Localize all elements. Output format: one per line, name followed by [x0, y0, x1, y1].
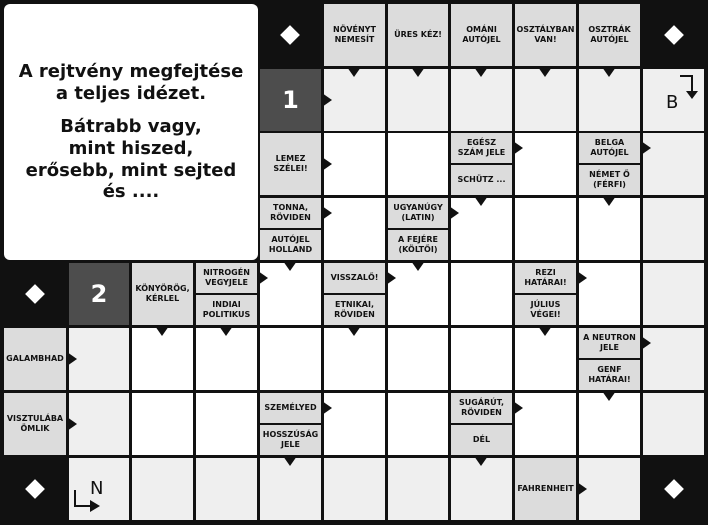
clue-cell	[260, 393, 321, 455]
right-arrow-icon	[322, 93, 332, 107]
diamond-icon	[664, 25, 684, 45]
clue-text: LEMEZ SZÉLEI!	[273, 153, 308, 173]
down-arrow-icon	[283, 261, 297, 271]
clue-text: UGYANÚGY (LATIN)	[393, 202, 443, 222]
down-arrow-icon	[411, 67, 425, 77]
answer-cell[interactable]	[324, 393, 385, 455]
answer-cell[interactable]	[196, 458, 257, 520]
down-arrow-icon	[602, 67, 616, 77]
answer-cell[interactable]	[451, 263, 512, 325]
down-arrow-icon	[474, 456, 488, 466]
intro-line: a teljes idézet.	[55, 82, 207, 104]
clue-text: NITROGÉN VEGYJELE	[203, 267, 250, 287]
answer-cell[interactable]	[515, 393, 576, 455]
answer-cell[interactable]	[260, 458, 321, 520]
right-arrow-icon	[577, 482, 587, 496]
clue-text: AUTÓJEL HOLLAND	[268, 234, 313, 254]
answer-cell[interactable]	[515, 133, 576, 195]
down-arrow-icon	[283, 456, 297, 466]
clue-cell	[4, 393, 66, 455]
intro-panel	[4, 4, 258, 260]
diamond-icon	[280, 25, 300, 45]
answer-cell[interactable]	[196, 328, 257, 390]
answer-cell[interactable]	[515, 198, 576, 260]
right-arrow-icon	[67, 417, 77, 431]
clue-cell	[515, 4, 576, 66]
clue-cell	[451, 4, 512, 66]
clue-text: NÖVÉNYT NEMESÍT	[333, 24, 376, 44]
answer-cell[interactable]	[132, 393, 193, 455]
answer-cell[interactable]	[69, 328, 129, 390]
answer-cell[interactable]	[388, 458, 448, 520]
down-arrow-icon	[538, 67, 552, 77]
answer-cell[interactable]	[388, 133, 448, 195]
answer-cell[interactable]	[579, 198, 640, 260]
answer-cell[interactable]	[132, 458, 193, 520]
clue-text: ÜRES KÉZ!	[394, 29, 442, 39]
number-label: 1	[282, 86, 299, 114]
number-label: 2	[90, 280, 108, 308]
clue-text: OSZTÁLYBAN VAN!	[516, 24, 575, 44]
clue-text: SUGÁRÚT, RÖVIDEN	[458, 397, 505, 417]
down-arrow-icon	[602, 391, 616, 401]
clue-cell	[515, 458, 576, 520]
clue-text: VISZTULÁBA ÖMLIK	[6, 413, 64, 433]
down-arrow-icon	[347, 67, 361, 77]
solution-letter-b: B	[666, 92, 679, 113]
answer-cell[interactable]	[451, 458, 512, 520]
clue-cell	[196, 263, 257, 325]
clue-cell	[260, 133, 321, 195]
clue-cell	[260, 198, 321, 260]
corner-arrow-icon	[678, 73, 702, 101]
clue-text: EGÉSZ SZÁM JELE	[457, 137, 506, 157]
answer-cell[interactable]	[388, 393, 448, 455]
answer-cell[interactable]	[260, 328, 321, 390]
clue-text: TONNA, RÖVIDEN	[270, 202, 311, 222]
right-arrow-icon	[322, 157, 332, 171]
answer-cell[interactable]	[579, 458, 640, 520]
number-cell	[69, 263, 129, 325]
corner-arrow-icon	[72, 488, 102, 514]
clue-cell	[388, 4, 448, 66]
answer-cell[interactable]	[69, 393, 129, 455]
answer-cell[interactable]	[643, 198, 704, 260]
right-arrow-icon	[513, 401, 523, 415]
clue-text: OMÁNI AUTÓJEL	[462, 24, 501, 44]
clue-cell	[324, 4, 385, 66]
clue-cell	[388, 198, 448, 260]
answer-cell[interactable]	[324, 458, 385, 520]
clue-cell	[451, 133, 512, 195]
down-arrow-icon	[602, 196, 616, 206]
down-arrow-icon	[155, 326, 169, 336]
clue-text: NÉMET Ő (FÉRFI)	[589, 169, 630, 189]
right-arrow-icon	[322, 401, 332, 415]
answer-cell[interactable]	[260, 263, 321, 325]
clue-text: SZEMÉLYED	[264, 402, 317, 412]
answer-cell[interactable]	[132, 328, 193, 390]
right-arrow-icon	[641, 336, 651, 350]
answer-cell[interactable]	[579, 393, 640, 455]
clue-cell	[324, 263, 385, 325]
clue-cell	[579, 133, 640, 195]
intro-line: Bátrabb vagy,	[60, 116, 202, 138]
clue-text: A NEUTRON JELE	[583, 332, 636, 352]
intro-line: és ....	[102, 181, 160, 203]
clue-text: GENF HATÁRAI!	[588, 364, 631, 384]
answer-cell[interactable]	[324, 69, 385, 131]
intro-line: A rejtvény megfejtése	[18, 61, 244, 83]
diamond-icon	[25, 479, 45, 499]
answer-cell[interactable]	[451, 328, 512, 390]
right-arrow-icon	[322, 206, 332, 220]
answer-cell[interactable]	[388, 328, 448, 390]
down-arrow-icon	[538, 326, 552, 336]
right-arrow-icon	[449, 206, 459, 220]
solution-letter-n: N	[90, 478, 104, 499]
clue-text: FAHRENHEIT	[517, 483, 574, 493]
down-arrow-icon	[474, 67, 488, 77]
right-arrow-icon	[258, 271, 268, 285]
clue-text: KÖNYÖRÖG, KÉRLEL	[135, 283, 190, 303]
clue-text: JÚLIUS VÉGEI!	[530, 299, 561, 319]
clue-text: VISSZALŐ!	[330, 272, 379, 282]
answer-cell[interactable]	[388, 69, 448, 131]
answer-cell[interactable]	[579, 263, 640, 325]
clue-text: OSZTRÁK AUTÓJEL	[588, 24, 631, 44]
answer-cell[interactable]	[196, 393, 257, 455]
answer-cell[interactable]	[515, 328, 576, 390]
right-arrow-icon	[641, 141, 651, 155]
answer-cell[interactable]	[643, 393, 704, 455]
clue-text: ETNIKAI, RÖVIDEN	[334, 299, 375, 319]
clue-cell	[451, 393, 512, 455]
clue-text: REZI HATÁRAI!	[524, 267, 567, 287]
answer-cell[interactable]	[643, 328, 704, 390]
answer-cell[interactable]	[515, 69, 576, 131]
clue-cell	[515, 263, 576, 325]
diamond-icon	[664, 479, 684, 499]
intro-line: mint hiszed,	[68, 138, 194, 159]
answer-cell[interactable]	[643, 133, 704, 195]
clue-cell	[579, 4, 640, 66]
answer-cell[interactable]	[324, 328, 385, 390]
intro-line: erősebb, mint sejted	[25, 159, 237, 181]
down-arrow-icon	[347, 326, 361, 336]
right-arrow-icon	[577, 271, 587, 285]
diamond-icon	[25, 284, 45, 304]
clue-text: INDIAI POLITIKUS	[202, 299, 251, 319]
clue-text: DÉL	[472, 434, 491, 444]
clue-text: BELGA AUTÓJEL	[590, 137, 629, 157]
answer-cell[interactable]	[324, 133, 385, 195]
answer-cell[interactable]	[451, 69, 512, 131]
right-arrow-icon	[513, 141, 523, 155]
answer-cell[interactable]	[451, 198, 512, 260]
clue-text: GALAMBHAD	[6, 353, 64, 363]
answer-cell[interactable]	[643, 263, 704, 325]
down-arrow-icon	[219, 326, 233, 336]
clue-cell	[579, 328, 640, 390]
answer-cell[interactable]	[579, 69, 640, 131]
clue-text: A FEJÉRE (KÖLTŐI)	[398, 234, 438, 254]
clue-text: HOSSZÚSÁG JELE	[262, 429, 319, 449]
clue-text: SCHÜTZ ...	[457, 174, 506, 184]
right-arrow-icon	[386, 271, 396, 285]
clue-cell	[4, 328, 66, 390]
right-arrow-icon	[67, 352, 77, 366]
down-arrow-icon	[411, 261, 425, 271]
clue-cell	[132, 263, 193, 325]
answer-cell[interactable]	[388, 263, 448, 325]
number-cell	[260, 69, 321, 131]
answer-cell[interactable]	[324, 198, 385, 260]
down-arrow-icon	[474, 196, 488, 206]
